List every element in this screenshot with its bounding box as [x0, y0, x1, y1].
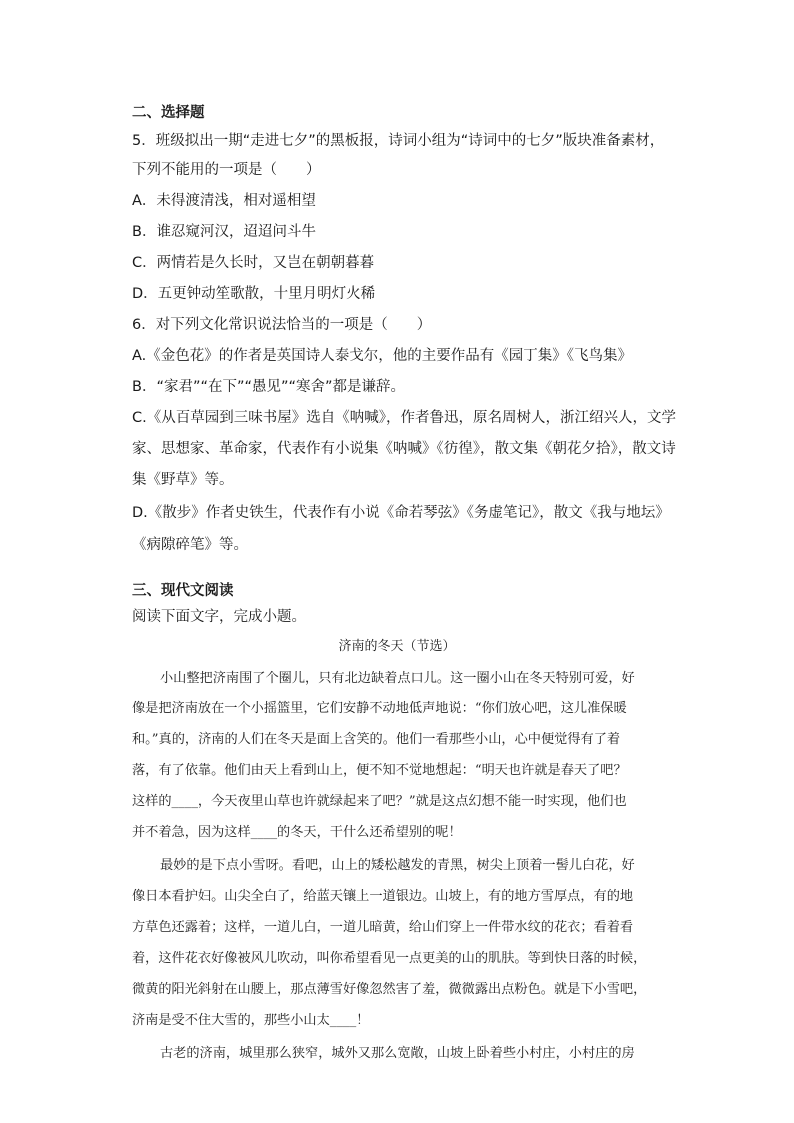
- question-5-option-c: C．两情若是久长时，又岂在朝朝暮暮: [132, 255, 375, 271]
- passage-title: 济南的冬天（节选）: [338, 639, 456, 654]
- passage-p1-line-5: 这样的____，今天夜里山草也许就绿起来了吧？”就是这点幻想不能一时实现，他们也: [132, 794, 627, 809]
- passage-p1-line-1: 小山整把济南围了个圈儿，只有北边缺着点口儿。这一圈小山在冬天特别可爱，好: [160, 671, 635, 686]
- question-6-option-b: B．“家君”“在下”“愚见”“寒舍”都是谦辞。: [132, 379, 406, 395]
- passage-p2-line-2: 像日本看护妇。山尖全白了，给蓝天镶上一道银边。山坡上，有的地方雪厚点，有的地: [132, 889, 634, 904]
- section-heading-reading: 三、现代文阅读: [132, 583, 234, 599]
- question-6-option-d-line-2: 《病隙碎笔》等。: [132, 537, 248, 553]
- question-6-stem: 6．对下列文化常识说法恰当的一项是（ ）: [132, 317, 432, 333]
- question-6-option-d-line-1: D.《散步》作者史铁生，代表作有小说《命若琴弦》《务虚笔记》，散文《我与地坛》: [132, 505, 670, 521]
- question-6-option-c-line-3: 集《野草》等。: [132, 472, 234, 488]
- passage-p1-line-4: 落，有了依靠。他们由天上看到山上，便不知不觉地想起：“明天也许就是春天了吧？: [132, 763, 627, 778]
- question-5-stem-line-1: 5．班级拟出一期“走进七夕”的黑板报，诗词小组为“诗词中的七夕”版块准备素材，: [132, 133, 665, 149]
- passage-p3-line-1: 古老的济南，城里那么狭窄，城外又那么宽敞，山坡上卧着些小村庄，小村庄的房: [160, 1046, 635, 1061]
- question-5-option-a: A．未得渡清浅，相对遥相望: [132, 193, 316, 209]
- question-6-option-a: A.《金色花》的作者是英国诗人泰戈尔，他的主要作品有《园丁集》《飞鸟集》: [132, 348, 633, 364]
- question-6-option-c-line-1: C.《从百草园到三味书屋》选自《呐喊》，作者鲁迅，原名周树人，浙江绍兴人，文学: [132, 410, 676, 426]
- section-heading-choice: 二、选择题: [132, 105, 205, 121]
- passage-p2-line-3: 方草色还露着；这样，一道儿白，一道儿暗黄，给山们穿上一件带水纹的花衣；看着看: [132, 920, 634, 935]
- passage-p1-line-2: 像是把济南放在一个小摇篮里，它们安静不动地低声地说：“你们放心吧，这儿准保暖: [132, 701, 627, 716]
- passage-p2-line-5: 微黄的阳光斜射在山腰上，那点薄雪好像忽然害了羞，微微露出点粉色。就是下小雪吧，: [132, 982, 647, 997]
- question-5-option-b: B．谁忍窥河汉，迢迢问斗牛: [132, 224, 316, 240]
- question-6-option-c-line-2: 家、思想家、革命家，代表作有小说集《呐喊》《彷徨》，散文集《朝花夕拾》，散文诗: [132, 441, 676, 457]
- passage-p1-line-3: 和。”真的，济南的人们在冬天是面上含笑的。他们一看那些小山，心中便觉得有了着: [132, 732, 621, 747]
- reading-instruction: 阅读下面文字，完成小题。: [132, 609, 306, 625]
- passage-p2-line-4: 着，这件花衣好像被风儿吹动，叫你希望看见一点更美的山的肌肤。等到快日落的时候，: [132, 951, 647, 966]
- question-5-option-d: D．五更钟动笙歌散，十里月明灯火稀: [132, 286, 376, 302]
- passage-p2-line-6: 济南是受不住大雪的，那些小山太____！: [132, 1013, 370, 1028]
- passage-p1-line-6: 并不着急，因为这样____的冬天，干什么还希望别的呢！: [132, 825, 462, 840]
- question-5-stem-line-2: 下列不能用的一项是（ ）: [132, 162, 321, 178]
- passage-p2-line-1: 最妙的是下点小雪呀。看吧，山上的矮松越发的青黑，树尖上顶着一髻儿白花，好: [160, 858, 635, 873]
